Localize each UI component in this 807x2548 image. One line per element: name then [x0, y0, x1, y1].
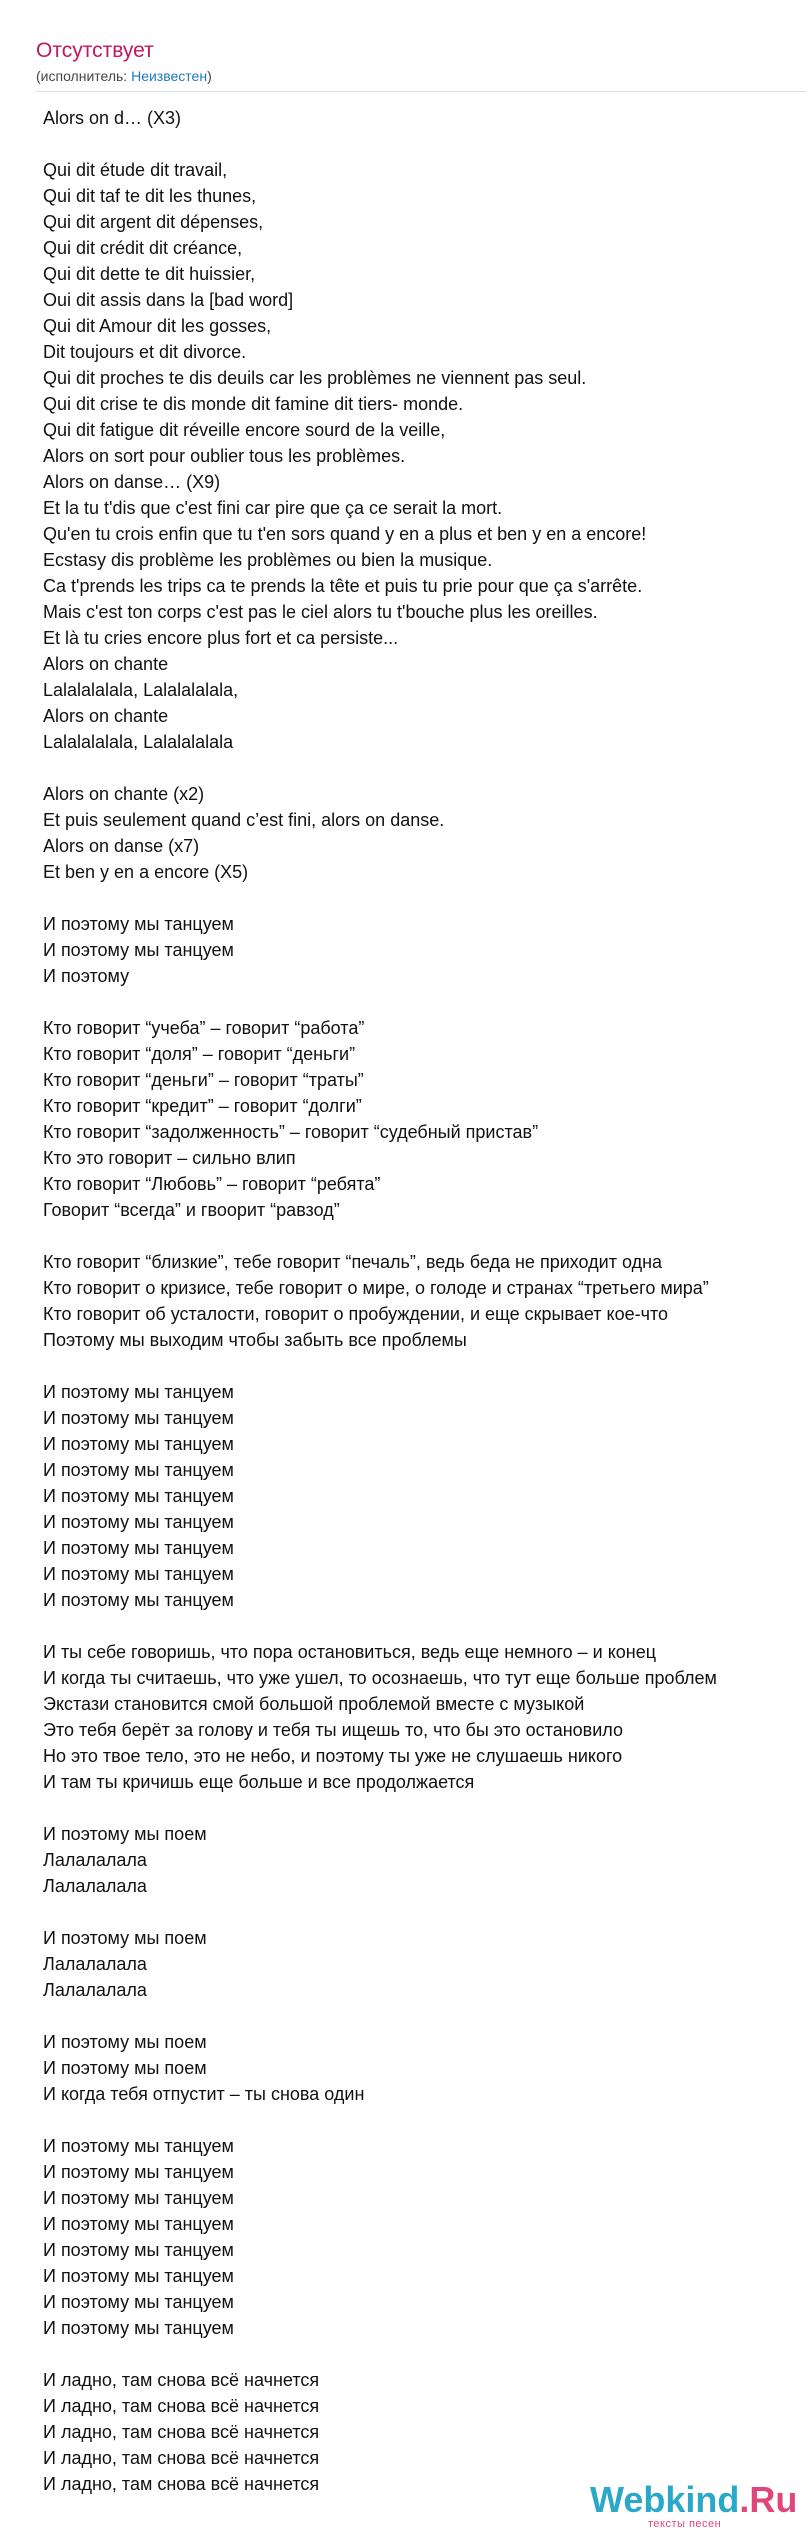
lyrics-line: Лалалалала [43, 1876, 147, 1896]
lyrics-line: Кто говорит “учеба” – говорит “работа” [43, 1018, 365, 1038]
lyrics-line: Et puis seulement quand c’est fini, alors on danse. [43, 810, 445, 830]
lyrics-line: И поэтому мы танцуем [43, 2292, 234, 2312]
lyrics-line: Лалалалала [43, 1954, 147, 1974]
lyrics-line: Qu'en tu crois enfin que tu t'en sors quand y en a plus et ben y en a encore! [43, 524, 647, 544]
lyrics-line: Экстази становится смой большой проблемой вместе с музыкой [43, 1694, 585, 1714]
lyrics-line: Кто говорит “кредит” – говорит “долги” [43, 1096, 362, 1116]
logo-main-text: Webkind [590, 2479, 740, 2520]
lyrics-body [43, 105, 807, 2497]
lyrics-line: Oui dit assis dans la [bad word] [43, 290, 294, 310]
lyrics-line: Кто говорит “доля” – говорит “деньги” [43, 1044, 356, 1064]
lyrics-line: Кто говорит “деньги” – говорит “траты” [43, 1070, 364, 1090]
lyrics-line: Qui dit Amour dit les gosses, [43, 316, 272, 336]
lyrics-line: И поэтому мы танцуем [43, 2214, 234, 2234]
lyrics-line: И поэтому мы танцуем [43, 1382, 234, 1402]
lyrics-blank-line [43, 1899, 807, 1925]
lyrics-line: Alors on chante (x2) [43, 784, 205, 804]
lyrics-line: И поэтому мы танцуем [43, 2240, 234, 2260]
lyrics-blank-line [43, 755, 807, 781]
lyrics-line: Кто это говорит – сильно влип [43, 1148, 296, 1168]
site-logo[interactable] [590, 2479, 798, 2530]
lyrics-line: И поэтому мы поем [43, 1824, 207, 1844]
logo-domain-suffix: .Ru [739, 2479, 798, 2520]
lyrics-line: Alors on chante [43, 706, 169, 726]
header-divider [36, 91, 806, 92]
lyrics-line: И поэтому мы танцуем [43, 2162, 234, 2182]
lyrics-line: Et ben y en a encore (X5) [43, 862, 249, 882]
lyrics-line: Qui dit crise te dis monde dit famine dit tiers- monde. [43, 394, 464, 414]
artist-suffix: ) [207, 68, 212, 84]
lyrics-line: Кто говорит о кризисе, тебе говорит о мире, о голоде и странах “третьего мира” [43, 1278, 709, 1298]
lyrics-line: Qui dit fatigue dit réveille encore sourd de la veille, [43, 420, 446, 440]
lyrics-line: Поэтому мы выходим чтобы забыть все проблемы [43, 1330, 467, 1350]
lyrics-blank-line [43, 2003, 807, 2029]
lyrics-line: Qui dit crédit dit créance, [43, 238, 243, 258]
lyrics-line: Alors on sort pour oublier tous les problèmes. [43, 446, 406, 466]
logo-tagline: тексты песен [648, 2518, 722, 2530]
lyrics-blank-line [43, 989, 807, 1015]
lyrics-line: И поэтому мы танцуем [43, 1590, 234, 1610]
lyrics-line: И поэтому мы танцуем [43, 914, 234, 934]
lyrics-line: И поэтому мы танцуем [43, 1486, 234, 1506]
lyrics-line: Но это твое тело, это не небо, и поэтому ты уже не слушаешь никого [43, 1746, 623, 1766]
lyrics-blank-line [43, 2107, 807, 2133]
lyrics-line: И когда ты считаешь, что уже ушел, то осознаешь, что тут еще больше проблем [43, 1668, 717, 1688]
lyrics-blank-line [43, 1223, 807, 1249]
lyrics-line: Alors on chante [43, 654, 169, 674]
lyrics-line: Qui dit étude dit travail, [43, 160, 228, 180]
lyrics-line: И поэтому мы танцуем [43, 2266, 234, 2286]
lyrics-line: Ecstasy dis problème les problèmes ou bien la musique. [43, 550, 493, 570]
song-title: Отсутствует [36, 39, 154, 62]
lyrics-line: И ты себе говоришь, что пора остановиться, ведь еще немного – и конец [43, 1642, 657, 1662]
lyrics-blank-line [43, 2341, 807, 2367]
song-header [36, 38, 797, 85]
lyrics-line: Qui dit proches te dis deuils car les problèmes ne viennent pas seul. [43, 368, 587, 388]
lyrics-line: Лалалалала [43, 1850, 147, 1870]
lyrics-blank-line [43, 1795, 807, 1821]
lyrics-line: И поэтому мы танцуем [43, 1434, 234, 1454]
lyrics-line: Кто говорит “задолженность” – говорит “судебный пристав” [43, 1122, 539, 1142]
lyrics-line: Mais c'est ton corps c'est pas le ciel alors tu t'bouche plus les oreilles. [43, 602, 598, 622]
lyrics-line: Говорит “всегда” и гвоорит “равзод” [43, 1200, 340, 1220]
lyrics-line: Lalalalalala, Lalalalalala [43, 732, 234, 752]
lyrics-line: И поэтому мы танцуем [43, 1538, 234, 1558]
lyrics-line: Кто говорит “близкие”, тебе говорит “печаль”, ведь беда не приходит одна [43, 1252, 663, 1272]
lyrics-line: Alors on d… (X3) [43, 108, 182, 128]
lyrics-line: Кто говорит об усталости, говорит о пробуждении, и еще скрывает кое-что [43, 1304, 669, 1324]
lyrics-line: И ладно, там снова всё начнется [43, 2474, 320, 2494]
lyrics-line: И поэтому мы танцуем [43, 940, 234, 960]
lyrics-line: Dit toujours et dit divorce. [43, 342, 247, 362]
lyrics-line: И поэтому мы поем [43, 2032, 207, 2052]
lyrics-line: И поэтому мы танцуем [43, 1564, 234, 1584]
lyrics-line: И поэтому мы танцуем [43, 2188, 234, 2208]
lyrics-line: Et là tu cries encore plus fort et ca persiste... [43, 628, 399, 648]
lyrics-line: Et la tu t'dis que c'est fini car pire que ça ce serait la mort. [43, 498, 503, 518]
lyrics-line: И поэтому мы танцуем [43, 1460, 234, 1480]
lyrics-line: И ладно, там снова всё начнется [43, 2370, 320, 2390]
lyrics-line: И когда тебя отпустит – ты снова один [43, 2084, 365, 2104]
lyrics-blank-line [43, 885, 807, 911]
lyrics-line: Кто говорит “Любовь” – говорит “ребята” [43, 1174, 381, 1194]
artist-line [36, 67, 797, 85]
lyrics-line: И поэтому [43, 966, 130, 986]
lyrics-line: Alors on danse (x7) [43, 836, 200, 856]
artist-link[interactable]: Неизвестен [131, 68, 208, 84]
lyrics-line: И там ты кричишь еще больше и все продолжается [43, 1772, 475, 1792]
lyrics-line: Лалалалала [43, 1980, 147, 2000]
lyrics-blank-line [43, 1613, 807, 1639]
lyrics-line: И ладно, там снова всё начнется [43, 2448, 320, 2468]
lyrics-line: И поэтому мы танцуем [43, 2318, 234, 2338]
lyrics-line: Qui dit argent dit dépenses, [43, 212, 264, 232]
lyrics-line: Ca t'prends les trips ca te prends la tête et puis tu prie pour que ça s'arrête. [43, 576, 643, 596]
lyrics-line: И поэтому мы танцуем [43, 1408, 234, 1428]
lyrics-line: И поэтому мы танцуем [43, 1512, 234, 1532]
lyrics-blank-line [43, 131, 807, 157]
logo-wordmark [590, 2479, 798, 2520]
artist-prefix: (исполнитель: [36, 68, 132, 84]
lyrics-blank-line [43, 1353, 807, 1379]
lyrics-line: И ладно, там снова всё начнется [43, 2396, 320, 2416]
lyrics-line: И поэтому мы танцуем [43, 2136, 234, 2156]
lyrics-line: Qui dit dette te dit huissier, [43, 264, 256, 284]
lyrics-line: И ладно, там снова всё начнется [43, 2422, 320, 2442]
lyrics-line: И поэтому мы поем [43, 2058, 207, 2078]
lyrics-line: Это тебя берёт за голову и тебя ты ищешь то, что бы это остановило [43, 1720, 623, 1740]
lyrics-line: Qui dit taf te dit les thunes, [43, 186, 257, 206]
lyrics-line: Alors on danse… (X9) [43, 472, 221, 492]
lyrics-line: Lalalalalala, Lalalalalala, [43, 680, 239, 700]
lyrics-line: И поэтому мы поем [43, 1928, 207, 1948]
